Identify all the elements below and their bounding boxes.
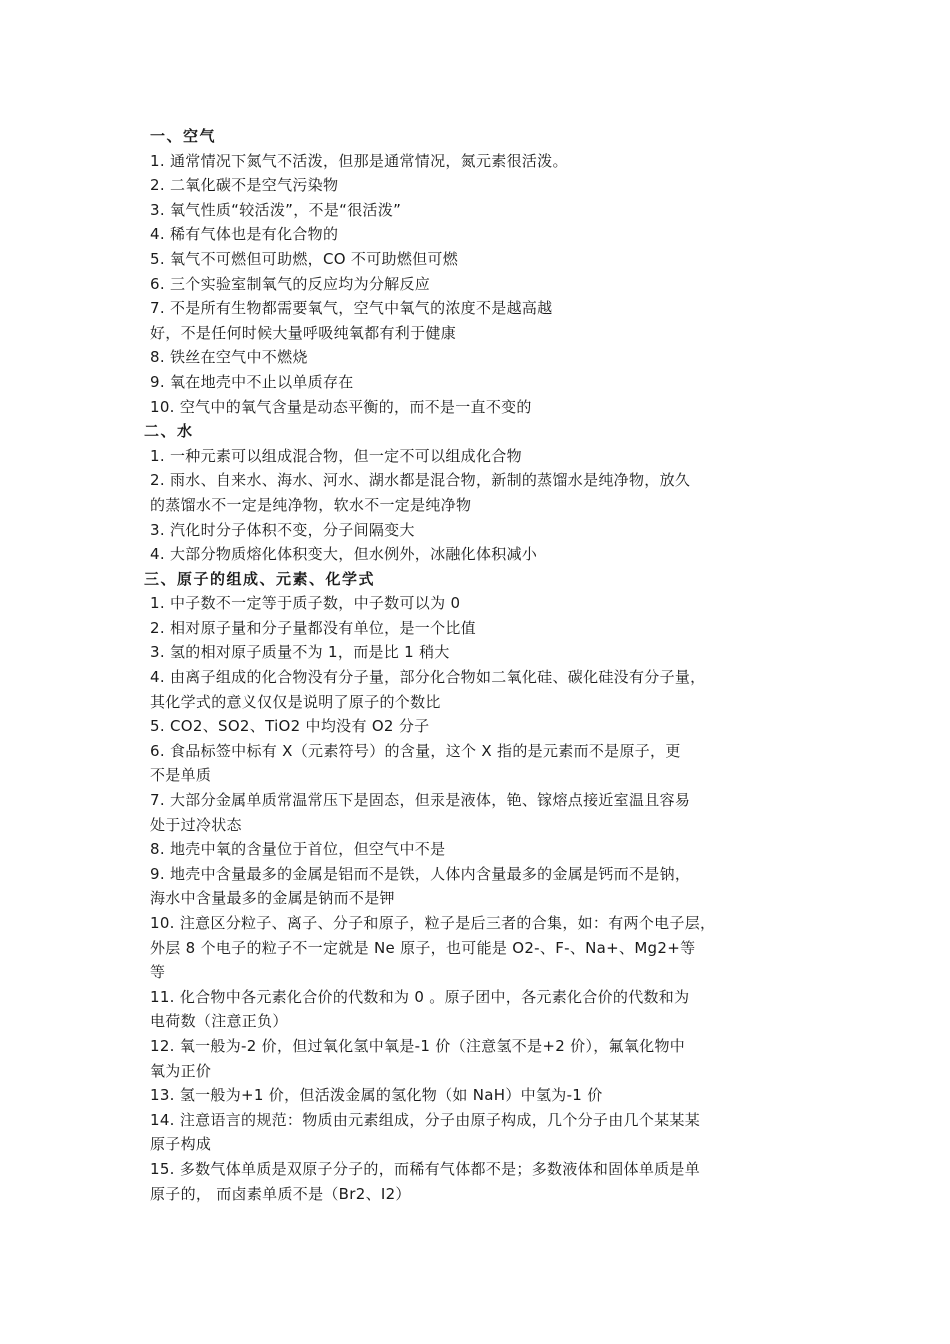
- list-item: 6. 食品标签中标有 X（元素符号）的含量，这个 X 指的是元素而不是原子，更: [150, 741, 681, 760]
- list-item: 10. 注意区分粒子、离子、分子和原子，粒子是后三者的合集，如：有两个电子层，: [150, 914, 716, 932]
- list-item-continuation: 原子构成: [150, 1135, 212, 1154]
- list-item-continuation: 的蒸馏水不一定是纯净物，软水不一定是纯净物: [150, 495, 472, 514]
- list-item: 12. 氧一般为-2 价，但过氧化氢中氧是-1 价（注意氢不是+2 价），氟氧化物中: [150, 1036, 686, 1055]
- list-item: 2. 雨水、自来水、海水、河水、湖水都是混合物，新制的蒸馏水是纯净物，放久: [150, 471, 691, 490]
- list-item-continuation: 好，不是任何时候大量呼吸纯氧都有利于健康: [150, 323, 457, 342]
- list-item: 14. 注意语言的规范：物质由元素组成，分子由原子构成，几个分子由几个某某某: [150, 1110, 701, 1129]
- list-item: 7. 大部分金属单质常温常压下是固态，但汞是液体，铯、镓熔点接近室温且容易: [150, 791, 691, 810]
- section-heading: 一、空气: [150, 127, 217, 145]
- list-item-continuation: 不是单质: [150, 766, 212, 785]
- section-heading: 二、水: [144, 422, 194, 441]
- list-item: 11. 化合物中各元素化合价的代数和为 0 。原子团中，各元素化合价的代数和为: [150, 987, 690, 1006]
- section-heading: 三、原子的组成、元素、化学式: [144, 569, 376, 588]
- list-item: 8. 地壳中氧的含量位于首位，但空气中不是: [150, 840, 446, 859]
- list-item: 4. 大部分物质熔化体积变大，但水例外，冰融化体积减小: [150, 545, 538, 564]
- list-item: 4. 稀有气体也是有化合物的: [150, 225, 339, 244]
- list-item: 4. 由离子组成的化合物没有分子量，部分化合物如二氧化硅、碳化硅没有分子量，: [150, 668, 706, 687]
- list-item: 6. 三个实验室制氧气的反应均为分解反应: [150, 274, 431, 293]
- document-page: [144, 124, 818, 1206]
- list-item: 7. 不是所有生物都需要氧气，空气中氧气的浓度不是越高越: [150, 299, 553, 318]
- list-item-continuation: 等: [150, 963, 166, 982]
- list-item: 3. 汽化时分子体积不变，分子间隔变大: [150, 520, 415, 539]
- list-item: 3. 氧气性质“较活泼”，不是“很活泼”: [150, 200, 402, 219]
- list-item: 9. 地壳中含量最多的金属是铝而不是铁，人体内含量最多的金属是钙而不是钠，: [150, 864, 691, 883]
- list-item: 15. 多数气体单质是双原子分子的，而稀有气体都不是；多数液体和固体单质是单: [150, 1159, 701, 1178]
- list-item: 9. 氧在地壳中不止以单质存在: [150, 372, 354, 391]
- list-item: 10. 空气中的氧气含量是动态平衡的，而不是一直不变的: [150, 397, 532, 416]
- list-item: 5. CO2、SO2、TiO2 中均没有 O2 分子: [150, 717, 430, 736]
- list-item-continuation: 电荷数（注意正负）: [150, 1012, 288, 1031]
- list-item-continuation: 原子的， 而卤素单质不是（Br2、I2）: [150, 1184, 411, 1203]
- list-item: 2. 二氧化碳不是空气污染物: [150, 176, 339, 195]
- list-item: 13. 氢一般为+1 价，但活泼金属的氢化物（如 NaH）中氢为-1 价: [150, 1086, 603, 1105]
- list-item: 3. 氢的相对原子质量不为 1，而是比 1 稍大: [150, 643, 450, 662]
- list-item: 1. 一种元素可以组成混合物，但一定不可以组成化合物: [150, 446, 522, 465]
- list-item-continuation: 外层 8 个电子的粒子不一定就是 Ne 原子，也可能是 O2-、F-、Na+、Mg2+等: [150, 938, 696, 957]
- list-item: 1. 通常情况下氮气不活泼，但那是通常情况，氮元素很活泼。: [150, 151, 568, 170]
- list-item-continuation: 处于过冷状态: [150, 815, 242, 834]
- list-item: 2. 相对原子量和分子量都没有单位，是一个比值: [150, 618, 476, 637]
- list-item: 1. 中子数不一定等于质子数，中子数可以为 0: [150, 594, 461, 613]
- list-item: 5. 氧气不可燃但可助燃，CO 不可助燃但可燃: [150, 249, 459, 268]
- list-item: 8. 铁丝在空气中不燃烧: [150, 348, 308, 367]
- list-item-continuation: 其化学式的意义仅仅是说明了原子的个数比: [150, 692, 441, 711]
- list-item-continuation: 海水中含量最多的金属是钠而不是钾: [150, 889, 395, 908]
- list-item-continuation: 氧为正价: [150, 1061, 212, 1080]
